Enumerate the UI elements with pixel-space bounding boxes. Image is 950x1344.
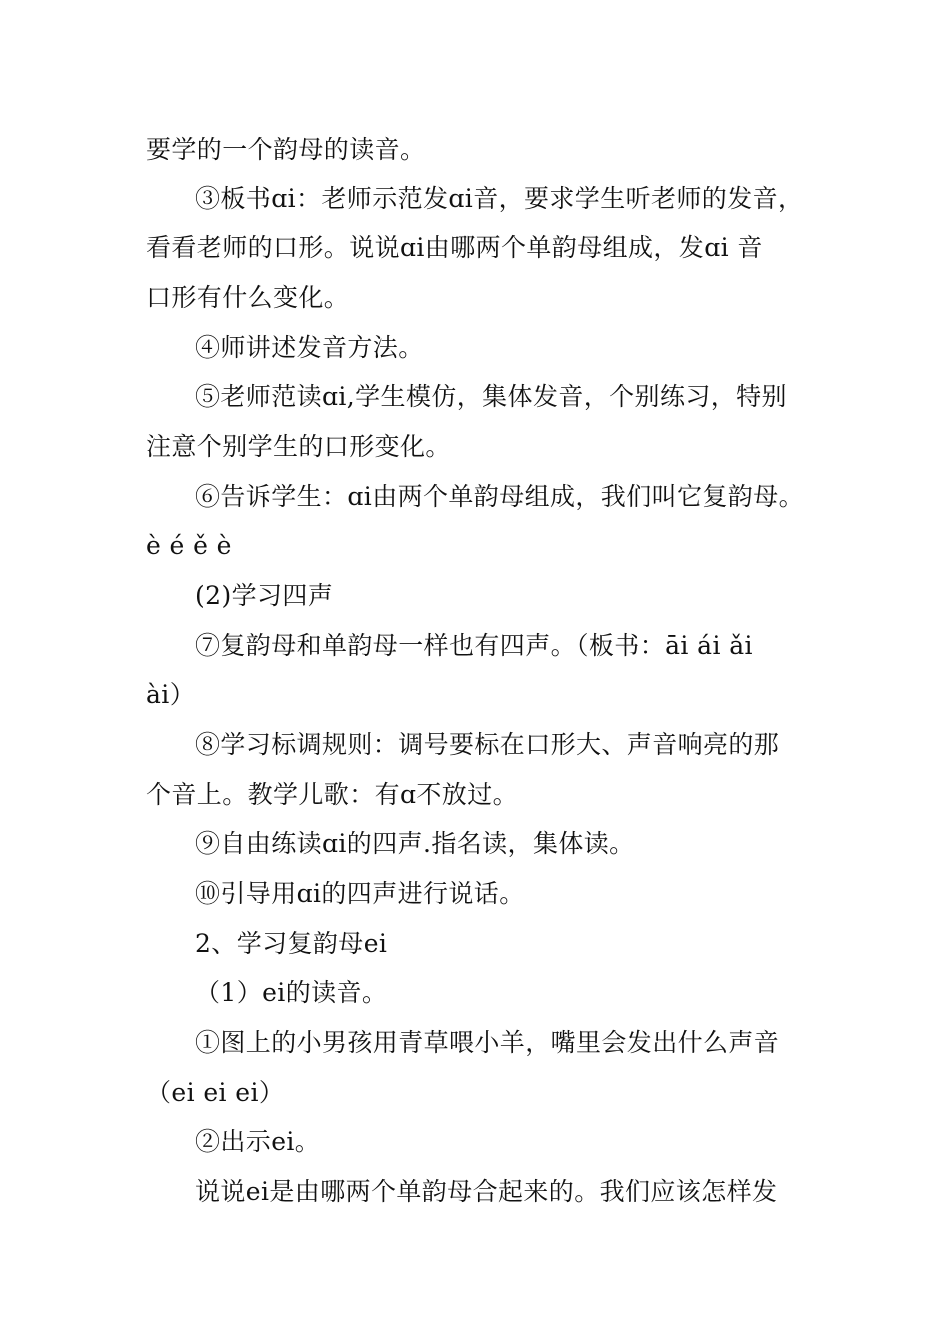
paragraph-line: 说说ei是由哪两个单韵母合起来的。我们应该怎样发 (195, 1177, 778, 1206)
paragraph-line: 看看老师的口形。说说ɑi由哪两个单韵母组成，发ɑi 音 (146, 233, 763, 262)
section-heading: 2、学习复韵母ei (195, 929, 388, 958)
paragraph-line: ài） (146, 680, 196, 709)
paragraph-line: ⑧学习标调规则：调号要标在口形大、声音响亮的那 (195, 730, 780, 759)
paragraph-line: （ei ei ei） (146, 1078, 285, 1107)
paragraph-line: ⑥告诉学生：ɑi由两个单韵母组成，我们叫它复韵母。 (195, 482, 805, 511)
paragraph-line: 注意个别学生的口形变化。 (146, 432, 451, 461)
paragraph-line: 要学的一个韵母的读音。 (146, 135, 426, 164)
section-heading: （1）ei的读音。 (195, 978, 388, 1007)
paragraph-line: 个音上。教学儿歌：有ɑ不放过。 (146, 780, 519, 809)
paragraph-line: ①图上的小男孩用青草喂小羊，嘴里会发出什么声音 (195, 1028, 780, 1057)
paragraph-line: ②出示ei。 (195, 1127, 321, 1156)
paragraph-line: ⑤老师范读ɑi,学生模仿，集体发音，个别练习，特别 (195, 382, 787, 411)
paragraph-line: è é ě è (146, 531, 232, 560)
paragraph-line: ⑨自由练读ɑi的四声.指名读，集体读。 (195, 829, 635, 858)
paragraph-line: ④师讲述发音方法。 (195, 333, 424, 362)
section-heading: (2)学习四声 (195, 581, 334, 610)
paragraph-line: 口形有什么变化。 (146, 283, 350, 312)
paragraph-line: ⑩引导用ɑi的四声进行说话。 (195, 879, 525, 908)
paragraph-line: ⑦复韵母和单韵母一样也有四声。（板书：āi ái ǎi (195, 631, 753, 660)
paragraph-line: ③板书ɑi：老师示范发ɑi音，要求学生听老师的发音， (195, 184, 804, 213)
